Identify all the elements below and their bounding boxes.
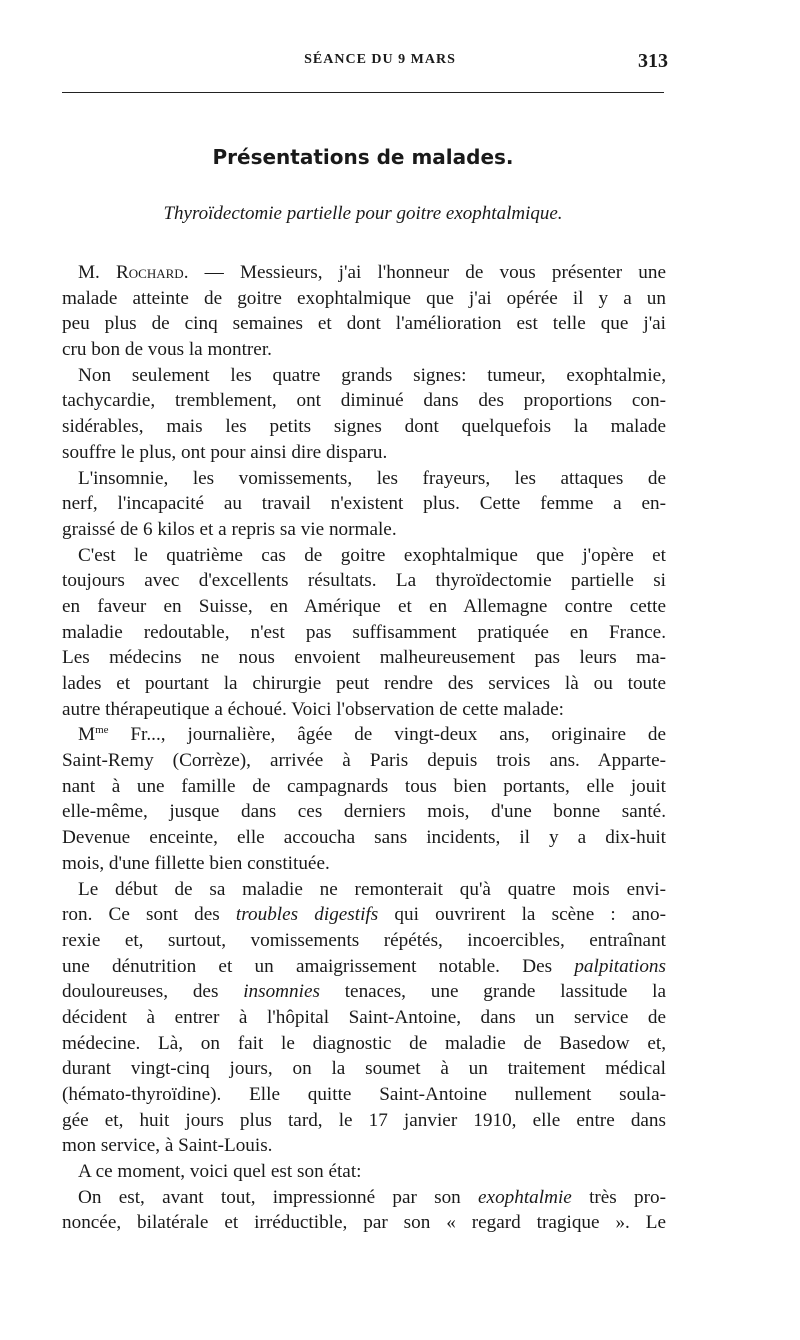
text-line: gée et, huit jours plus tard, le 17 janvier 1910, elle entre dans: [62, 1109, 666, 1131]
text-line: Saint-Remy (Corrèze), arrivée à Paris depuis trois ans. Apparte-: [62, 750, 666, 772]
text-line: sidérables, mais les petits signes dont quelquefois la malade: [62, 416, 666, 438]
text-line: autre thérapeutique a échoué. Voici l'observation de cette malade:: [62, 698, 564, 720]
text-line: rexie et, surtout, vomissements répétés, incoercibles, entraînant: [62, 929, 666, 951]
text-line: ron. Ce sont des troubles digestifs qui ouvrirent la scène : ano-: [62, 904, 666, 926]
text-line: A ce moment, voici quel est son état:: [78, 1161, 362, 1183]
text-line: graissé de 6 kilos et a repris sa vie normale.: [62, 518, 397, 540]
text-line: Les médecins ne nous envoient malheureusement pas leurs ma-: [62, 647, 666, 669]
text-line: médecine. Là, on fait le diagnostic de maladie de Basedow et,: [62, 1032, 666, 1054]
page-header: [92, 50, 668, 80]
text-line: (hémato-thyroïdine). Elle quitte Saint-Antoine nullement soula-: [62, 1084, 666, 1105]
text-line: cru bon de vous la montrer.: [62, 339, 272, 361]
text-line: lades et pourtant la chirurgie peut rendre des services là ou toute: [62, 673, 666, 694]
text-line: en faveur en Suisse, en Amérique et en Allemagne contre cette: [62, 595, 666, 617]
text-line: L'insomnie, les vomissements, les frayeurs, les attaques de: [78, 467, 666, 489]
text-line: nant à une famille de campagnards tous bien portants, elle jouit: [62, 775, 666, 797]
text-line: Devenue enceinte, elle accoucha sans incidents, il y a dix-huit: [62, 827, 666, 849]
text-line: tachycardie, tremblement, ont diminué dans des proportions con-: [62, 390, 666, 412]
text-line: durant vingt-cinq jours, on la soumet à un traitement médical: [62, 1058, 666, 1080]
text-line: Le début de sa maladie ne remonterait qu'à quatre mois envi-: [78, 878, 666, 900]
article-body: [62, 260, 666, 1236]
header-rule: [62, 92, 664, 93]
text-line: mois, d'une fillette bien constituée.: [62, 852, 330, 874]
text-line: C'est le quatrième cas de goitre exophtalmique que j'opère et: [78, 544, 666, 566]
text-line: douloureuses, des insomnies tenaces, une grande lassitude la: [62, 981, 666, 1003]
text-line: M. Rochard. — Messieurs, j'ai l'honneur de vous présenter une: [78, 262, 667, 283]
section-subtitle: Thyroïdectomie partielle pour goitre exophtalmique.: [163, 203, 563, 224]
text-line: Non seulement les quatre grands signes: tumeur, exophtalmie,: [78, 364, 666, 386]
text-line: nerf, l'incapacité au travail n'existent plus. Cette femme a en-: [62, 493, 666, 515]
text-line: une dénutrition et un amaigrissement notable. Des palpitations: [62, 955, 666, 977]
text-line: noncée, bilatérale et irréductible, par son « regard tragique ». Le: [62, 1212, 666, 1234]
text-line: $M^{me}$ Fr..., journalière, âgée de vingt-deux ans, originaire de: [78, 724, 666, 746]
text-line: souffre le plus, ont pour ainsi dire disparu.: [62, 441, 388, 463]
text-line: mon service, à Saint-Louis.: [62, 1135, 273, 1157]
text-line: malade atteinte de goitre exophtalmique que j'ai opérée il y a un: [62, 287, 666, 309]
running-head: SÉANCE DU 9 MARS: [304, 52, 456, 67]
text-line: décident à entrer à l'hôpital Saint-Antoine, dans un service de: [62, 1006, 666, 1028]
text-line: toujours avec d'excellents résultats. La thyroïdectomie partielle si: [62, 570, 666, 592]
text-line: peu plus de cinq semaines et dont l'amélioration est telle que j'ai: [62, 313, 666, 335]
page-number: 313: [638, 50, 668, 72]
text-line: On est, avant tout, impressionné par son exophtalmie très pro-: [78, 1186, 666, 1208]
section-title: Présentations de malades.: [212, 145, 514, 169]
text-line: maladie redoutable, n'est pas suffisamment pratiquée en France.: [62, 621, 666, 643]
text-line: elle-même, jusque dans ces derniers mois, d'une bonne santé.: [62, 801, 666, 823]
